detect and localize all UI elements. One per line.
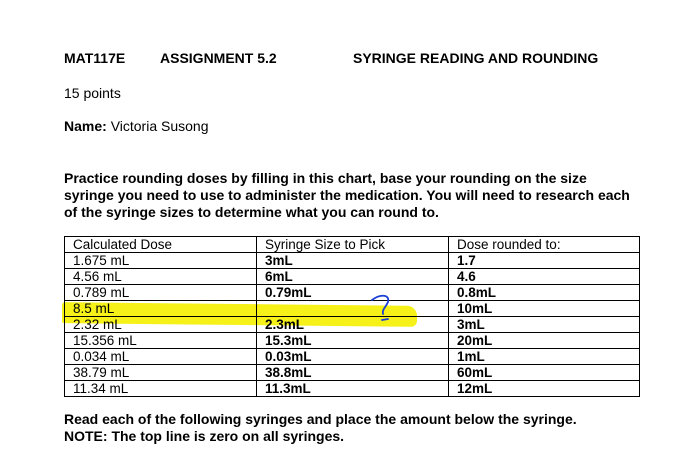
- table-header-row: [65, 237, 640, 253]
- name-label: Name:: [64, 118, 107, 134]
- syringe-size-cell: 38.8mL: [257, 365, 449, 381]
- calculated-dose-cell: 4.56 mL: [65, 269, 257, 285]
- syringe-instructions: [64, 411, 664, 445]
- points-text: 15 points: [64, 85, 121, 101]
- rounded-dose-cell: 1.7: [449, 253, 640, 269]
- dose-table: [64, 236, 640, 397]
- instructions: Practice rounding doses by filling in this chart, base your rounding on the size syringe you need to use to administer the medication. You will need to research each of the syringe sizes to determine what you can round to.: [64, 170, 630, 220]
- calculated-dose-cell: 38.79 mL: [65, 365, 257, 381]
- syringe-size-cell: 6mL: [257, 269, 449, 285]
- calculated-dose-cell: 11.34 mL: [65, 381, 257, 397]
- rounded-dose-cell: 10mL: [449, 301, 640, 317]
- rounded-dose-cell: 0.8mL: [449, 285, 640, 301]
- name-line: [64, 118, 209, 134]
- calculated-dose-cell: 2.32 mL: [65, 317, 257, 333]
- syringe-note: NOTE: The top line is zero on all syringes.: [64, 428, 345, 444]
- rounded-dose-cell: 4.6: [449, 269, 640, 285]
- column-header: Dose rounded to:: [449, 237, 640, 253]
- table-row: [65, 285, 640, 301]
- table-row: [65, 269, 640, 285]
- table-row: [65, 317, 640, 333]
- rounded-dose-cell: 1mL: [449, 349, 640, 365]
- syringe-size-cell: 3mL: [257, 253, 449, 269]
- syringe-size-cell: 0.03mL: [257, 349, 449, 365]
- column-header: Syringe Size to Pick: [257, 237, 449, 253]
- rounded-dose-cell: 60mL: [449, 365, 640, 381]
- table-row: [65, 333, 640, 349]
- table-row: [65, 253, 640, 269]
- syringe-size-cell: 2.3mL: [257, 317, 449, 333]
- name-value: Victoria Susong: [110, 118, 209, 134]
- syringe-size-cell: 15.3mL: [257, 333, 449, 349]
- syringe-instruction-line: Read each of the following syringes and place the amount below the syringe.: [64, 411, 577, 427]
- calculated-dose-cell: 0.789 mL: [65, 285, 257, 301]
- table-row: [65, 381, 640, 397]
- calculated-dose-cell: 15.356 mL: [65, 333, 257, 349]
- assignment-number: ASSIGNMENT 5.2: [160, 50, 277, 66]
- column-header: Calculated Dose: [65, 237, 257, 253]
- calculated-dose-cell: 0.034 mL: [65, 349, 257, 365]
- calculated-dose-cell: 8.5 mL: [65, 301, 257, 317]
- assignment-title: SYRINGE READING AND ROUNDING: [353, 50, 599, 66]
- syringe-size-cell: 0.79mL: [257, 285, 449, 301]
- rounded-dose-cell: 3mL: [449, 317, 640, 333]
- calculated-dose-cell: 1.675 mL: [65, 253, 257, 269]
- table-row: [65, 301, 640, 317]
- rounded-dose-cell: 12mL: [449, 381, 640, 397]
- question-mark-annotation-icon: [366, 292, 426, 326]
- syringe-size-cell: 11.3mL: [257, 381, 449, 397]
- table-row: [65, 365, 640, 381]
- rounded-dose-cell: 20mL: [449, 333, 640, 349]
- course-code: MAT117E: [64, 50, 126, 66]
- table-row: [65, 349, 640, 365]
